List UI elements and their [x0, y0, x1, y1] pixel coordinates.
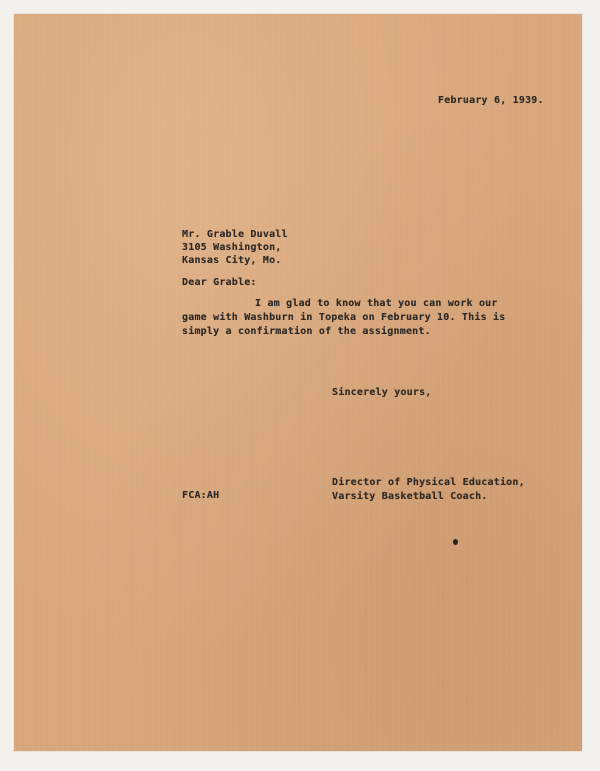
- recipient-address: [182, 228, 288, 267]
- address-line: Kansas City, Mo.: [182, 255, 282, 266]
- signature-line: Director of Physical Education,: [332, 477, 525, 488]
- address-line: 3105 Washington,: [182, 242, 282, 253]
- salutation: Dear Grable:: [182, 277, 257, 288]
- reference-initials: FCA:AH: [182, 490, 220, 501]
- letter-body: [182, 297, 505, 339]
- ink-spot: [453, 539, 458, 545]
- body-line: simply a confirmation of the assignment.: [182, 326, 431, 337]
- signature-line: Varsity Basketball Coach.: [332, 491, 488, 502]
- letter-date: February 6, 1939.: [438, 95, 544, 106]
- body-line: I am glad to know that you can work our: [255, 298, 498, 309]
- complimentary-closing: Sincerely yours,: [332, 387, 432, 398]
- signature-block: [332, 476, 525, 504]
- address-line: Mr. Grable Duvall: [182, 229, 288, 240]
- letter-page: [14, 14, 582, 751]
- body-line: game with Washburn in Topeka on February 10. This is: [182, 312, 506, 323]
